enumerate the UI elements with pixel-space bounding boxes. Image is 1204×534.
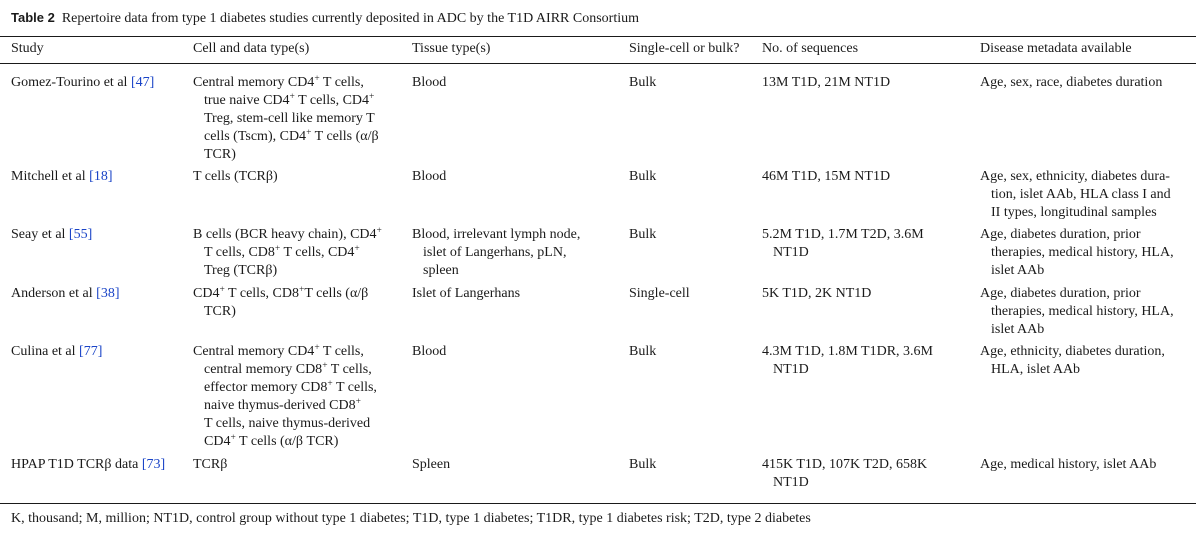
cell-type-text: T cells, CD8 bbox=[204, 245, 275, 260]
single-cell-bulk-cell: Bulk bbox=[629, 75, 657, 90]
cell-type-cell bbox=[193, 285, 368, 321]
table-footnote: K, thousand; M, million; NT1D, control group without type 1 diabetes; T1D, type 1 diabetes; T1DR, type 1 diabetes risk; T2D, type 2 diabetes bbox=[11, 511, 811, 526]
cell-type-line bbox=[193, 379, 377, 397]
sequences-line: 13M T1D, 21M NT1D bbox=[762, 75, 891, 90]
sequences-cell bbox=[762, 226, 924, 262]
cell-type-line bbox=[193, 433, 377, 451]
tissue-line: Spleen bbox=[412, 457, 451, 472]
metadata-line: Age, sex, race, diabetes duration bbox=[980, 75, 1163, 90]
cell-type-line bbox=[193, 262, 382, 280]
superscript-plus: + bbox=[306, 128, 312, 138]
tissue-cell bbox=[412, 226, 580, 280]
citation-link[interactable]: [73] bbox=[141, 457, 166, 472]
superscript-plus: + bbox=[322, 361, 328, 371]
cell-type-text: naive thymus-derived CD8 bbox=[204, 398, 356, 413]
metadata-line: therapies, medical history, HLA, bbox=[991, 304, 1174, 319]
cell-type-line bbox=[193, 168, 278, 186]
citation-link[interactable]: [47] bbox=[130, 75, 155, 90]
tissue-line: Blood bbox=[412, 344, 447, 359]
cell-type-line bbox=[193, 303, 368, 321]
metadata-line: Age, ethnicity, diabetes duration, bbox=[980, 344, 1165, 359]
table-caption bbox=[11, 9, 639, 28]
cell-type-line bbox=[193, 244, 382, 262]
sequences-line: NT1D bbox=[773, 245, 809, 260]
cell-type-text: Central memory CD4 bbox=[193, 75, 315, 90]
metadata-line: II types, longitudinal samples bbox=[991, 205, 1157, 220]
cell-type-line bbox=[193, 74, 379, 92]
cell-type-line bbox=[193, 285, 368, 303]
cell-type-text: T cells, bbox=[319, 75, 364, 90]
superscript-plus: + bbox=[354, 244, 360, 254]
cell-type-text: Central memory CD4 bbox=[193, 344, 315, 359]
tissue-line: Blood, irrelevant lymph node, bbox=[412, 227, 581, 242]
metadata-cell bbox=[980, 343, 1165, 379]
sequences-line: 415K T1D, 107K T2D, 658K bbox=[762, 457, 928, 472]
tissue-cell bbox=[412, 74, 446, 92]
cell-type-text: T cells, bbox=[327, 362, 372, 377]
cell-type-text: CD4 bbox=[204, 434, 231, 449]
sequences-cell bbox=[762, 74, 890, 92]
superscript-plus: + bbox=[376, 226, 382, 236]
metadata-line: islet AAb bbox=[991, 263, 1045, 278]
cell-type-text: T cells (TCRβ) bbox=[193, 169, 278, 184]
cell-type-line bbox=[193, 92, 379, 110]
study-cell bbox=[11, 285, 119, 303]
superscript-plus: + bbox=[289, 92, 295, 102]
tissue-line: spleen bbox=[423, 263, 459, 278]
cell-type-line bbox=[193, 128, 379, 146]
cell-type-text: T cells, CD8 bbox=[224, 286, 299, 301]
header-tissue: Tissue type(s) bbox=[412, 41, 491, 56]
bottom-rule bbox=[0, 503, 1196, 504]
tissue-line: Islet of Langerhans bbox=[412, 286, 521, 301]
study-cell bbox=[11, 343, 102, 361]
study-cell bbox=[11, 456, 165, 474]
cell-type-line bbox=[193, 361, 377, 379]
sequences-cell bbox=[762, 456, 927, 492]
metadata-line: HLA, islet AAb bbox=[991, 362, 1081, 377]
superscript-plus: + bbox=[314, 74, 320, 84]
cell-type-text: TCRβ bbox=[193, 457, 228, 472]
metadata-cell bbox=[980, 74, 1162, 92]
sequences-line: 4.3M T1D, 1.8M T1DR, 3.6M bbox=[762, 344, 934, 359]
study-name: HPAP T1D TCRβ data bbox=[11, 457, 142, 472]
superscript-plus: + bbox=[298, 285, 305, 295]
study-cell bbox=[11, 168, 112, 186]
tissue-line: Blood bbox=[412, 169, 447, 184]
single-cell-bulk-cell: Bulk bbox=[629, 457, 657, 472]
study-name: Culina et al bbox=[11, 344, 80, 359]
sequences-line: NT1D bbox=[773, 362, 809, 377]
tissue-line: islet of Langerhans, pLN, bbox=[423, 245, 567, 260]
metadata-line: tion, islet AAb, HLA class I and bbox=[991, 187, 1171, 202]
metadata-cell bbox=[980, 456, 1156, 474]
tissue-cell bbox=[412, 456, 450, 474]
sequences-cell bbox=[762, 343, 933, 379]
sequences-cell bbox=[762, 168, 890, 186]
sequences-cell bbox=[762, 285, 871, 303]
single-cell-bulk-cell: Single-cell bbox=[629, 286, 690, 301]
cell-type-text: T cells, CD4 bbox=[294, 93, 370, 108]
cell-type-text: TCR) bbox=[204, 147, 236, 162]
header-metadata: Disease metadata available bbox=[980, 41, 1132, 56]
study-name: Seay et al bbox=[11, 227, 69, 242]
tissue-line: Blood bbox=[412, 75, 447, 90]
metadata-line: Age, sex, ethnicity, diabetes dura- bbox=[980, 169, 1170, 184]
single-cell-bulk-cell: Bulk bbox=[629, 227, 657, 242]
metadata-line: Age, medical history, islet AAb bbox=[980, 457, 1157, 472]
metadata-line: therapies, medical history, HLA, bbox=[991, 245, 1174, 260]
cell-type-line bbox=[193, 226, 382, 244]
cell-type-line bbox=[193, 397, 377, 415]
cell-type-text: true naive CD4 bbox=[204, 93, 290, 108]
metadata-cell bbox=[980, 226, 1174, 280]
citation-link[interactable]: [55] bbox=[68, 227, 93, 242]
cell-type-cell bbox=[193, 456, 227, 474]
study-name: Mitchell et al bbox=[11, 169, 90, 184]
single-cell-bulk-cell: Bulk bbox=[629, 344, 657, 359]
cell-type-text: TCR) bbox=[204, 304, 236, 319]
header-rule bbox=[0, 63, 1196, 64]
tissue-cell bbox=[412, 168, 446, 186]
cell-type-text: T cells (α/β bbox=[304, 286, 369, 301]
table-title: Repertoire data from type 1 diabetes studies currently deposited in ADC by the T1D AIRR Consortium bbox=[61, 11, 639, 26]
cell-type-line bbox=[193, 110, 379, 128]
cell-type-line bbox=[193, 456, 227, 474]
cell-type-text: central memory CD8 bbox=[204, 362, 323, 377]
study-name: Anderson et al bbox=[11, 286, 97, 301]
tissue-cell bbox=[412, 285, 520, 303]
cell-type-cell bbox=[193, 74, 379, 164]
cell-type-text: T cells (α/β TCR) bbox=[235, 434, 339, 449]
header-sequences: No. of sequences bbox=[762, 41, 859, 56]
study-cell bbox=[11, 74, 154, 92]
cell-type-line bbox=[193, 343, 377, 361]
header-cell-type: Cell and data type(s) bbox=[193, 41, 310, 56]
citation-link[interactable]: [77] bbox=[79, 344, 103, 359]
superscript-plus: + bbox=[327, 379, 333, 389]
sequences-line: 46M T1D, 15M NT1D bbox=[762, 169, 891, 184]
metadata-line: islet AAb bbox=[991, 322, 1045, 337]
metadata-line: Age, diabetes duration, prior bbox=[980, 286, 1141, 301]
cell-type-text: CD4 bbox=[193, 286, 220, 301]
cell-type-text: cells (Tscm), CD4 bbox=[204, 129, 307, 144]
cell-type-text: T cells, naive thymus-derived bbox=[204, 416, 371, 431]
superscript-plus: + bbox=[355, 397, 361, 407]
study-cell bbox=[11, 226, 92, 244]
cell-type-text: T cells, bbox=[332, 380, 377, 395]
cell-type-text: T cells, CD4 bbox=[280, 245, 355, 260]
citation-link[interactable]: [18] bbox=[89, 169, 113, 184]
metadata-cell bbox=[980, 285, 1174, 339]
superscript-plus: + bbox=[230, 433, 236, 443]
cell-type-cell bbox=[193, 226, 382, 280]
cell-type-line bbox=[193, 415, 377, 433]
superscript-plus: + bbox=[369, 92, 375, 102]
header-single-cell-bulk: Single-cell or bulk? bbox=[629, 41, 740, 56]
cell-type-cell bbox=[193, 168, 278, 186]
sequences-line: 5K T1D, 2K NT1D bbox=[762, 286, 872, 301]
tissue-cell bbox=[412, 343, 446, 361]
top-rule bbox=[0, 36, 1196, 37]
metadata-line: Age, diabetes duration, prior bbox=[980, 227, 1141, 242]
study-name: Gomez-Tourino et al bbox=[11, 75, 131, 90]
cell-type-text: Treg, stem-cell like memory T bbox=[204, 111, 375, 126]
cell-type-cell bbox=[193, 343, 377, 451]
cell-type-text: T cells, bbox=[319, 344, 364, 359]
cell-type-line bbox=[193, 146, 379, 164]
citation-link[interactable]: [38] bbox=[96, 286, 120, 301]
sequences-line: NT1D bbox=[773, 475, 809, 490]
cell-type-text: B cells (BCR heavy chain), CD4 bbox=[193, 227, 377, 242]
cell-type-text: effector memory CD8 bbox=[204, 380, 328, 395]
metadata-cell bbox=[980, 168, 1171, 222]
superscript-plus: + bbox=[314, 343, 320, 353]
single-cell-bulk-cell: Bulk bbox=[629, 169, 657, 184]
header-study: Study bbox=[11, 41, 44, 56]
sequences-line: 5.2M T1D, 1.7M T2D, 3.6M bbox=[762, 227, 924, 242]
superscript-plus: + bbox=[219, 285, 225, 295]
cell-type-text: T cells (α/β bbox=[311, 129, 379, 144]
table-label: Table 2 bbox=[11, 10, 55, 25]
cell-type-text: Treg (TCRβ) bbox=[204, 263, 278, 278]
superscript-plus: + bbox=[274, 244, 281, 254]
